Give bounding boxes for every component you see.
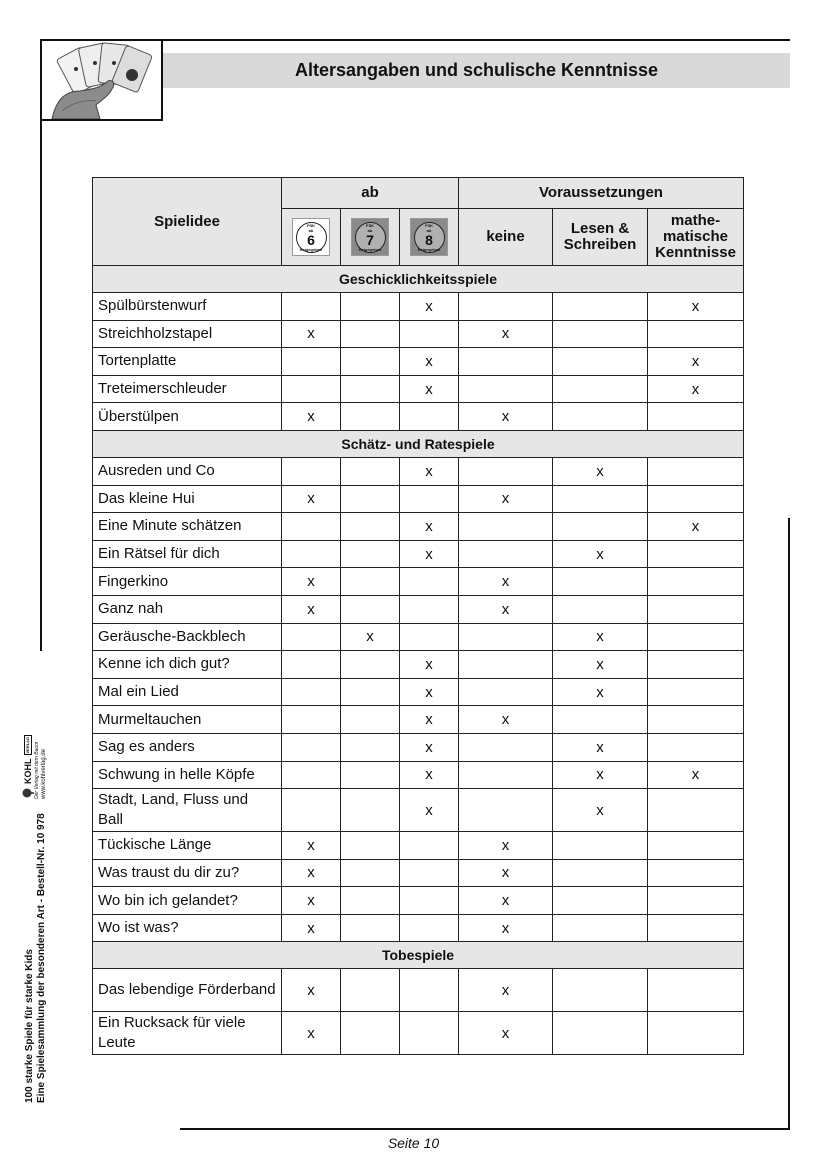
mark-cell: x — [553, 651, 648, 679]
table-row — [93, 706, 744, 734]
section-title: Schätz- und Ratespiele — [93, 430, 744, 457]
mark-cell — [648, 789, 744, 832]
game-name-cell: Streichholzstapel — [93, 320, 282, 348]
mark-cell — [553, 348, 648, 376]
mark-cell — [648, 457, 744, 485]
mark-cell: x — [400, 293, 459, 321]
mark-cell — [400, 403, 459, 431]
mark-cell: x — [282, 914, 341, 942]
mark-cell: x — [400, 706, 459, 734]
mark-cell — [648, 887, 744, 915]
mark-cell: x — [648, 375, 744, 403]
game-name-cell: Eine Minute schätzen — [93, 513, 282, 541]
mark-cell — [400, 568, 459, 596]
mark-cell — [459, 678, 553, 706]
mark-cell — [553, 320, 648, 348]
mark-cell — [400, 623, 459, 651]
mark-cell — [648, 651, 744, 679]
table-row — [93, 348, 744, 376]
mark-cell — [459, 348, 553, 376]
mark-cell — [648, 623, 744, 651]
mark-cell — [459, 293, 553, 321]
table-row — [93, 969, 744, 1012]
frame-right-line — [788, 518, 790, 1130]
mark-cell — [553, 706, 648, 734]
frame-bottom-line — [180, 1128, 790, 1130]
mark-cell — [553, 375, 648, 403]
mark-cell — [553, 969, 648, 1012]
mark-cell — [341, 568, 400, 596]
mark-cell — [282, 375, 341, 403]
mark-cell: x — [282, 832, 341, 860]
mark-cell — [282, 623, 341, 651]
mark-cell — [341, 761, 400, 789]
mark-cell — [648, 595, 744, 623]
game-name-cell: Tückische Länge — [93, 832, 282, 860]
table-row — [93, 859, 744, 887]
mark-cell — [341, 832, 400, 860]
mark-cell: x — [648, 513, 744, 541]
mark-cell — [341, 540, 400, 568]
mark-cell — [648, 914, 744, 942]
mark-cell: x — [282, 485, 341, 513]
mark-cell — [341, 485, 400, 513]
game-name-cell: Sag es anders — [93, 733, 282, 761]
table-body — [93, 266, 744, 1055]
mark-cell: x — [400, 540, 459, 568]
mark-cell — [400, 914, 459, 942]
game-name-cell: Überstülpen — [93, 403, 282, 431]
fsk-6-badge: FSK ab 6 freigegeben — [292, 218, 330, 256]
mark-cell: x — [553, 789, 648, 832]
table-row — [93, 1012, 744, 1055]
mark-cell: x — [400, 348, 459, 376]
mark-cell — [341, 513, 400, 541]
mark-cell — [648, 1012, 744, 1055]
mark-cell — [282, 457, 341, 485]
table-row — [93, 403, 744, 431]
game-name-cell: Fingerkino — [93, 568, 282, 596]
mark-cell — [341, 859, 400, 887]
game-name-cell: Ein Rucksack für viele Leute — [93, 1012, 282, 1055]
mark-cell — [282, 706, 341, 734]
table-row — [93, 485, 744, 513]
mark-cell: x — [459, 914, 553, 942]
mark-cell: x — [553, 761, 648, 789]
mark-cell — [341, 733, 400, 761]
mark-cell: x — [459, 595, 553, 623]
mark-cell: x — [282, 403, 341, 431]
mark-cell — [400, 969, 459, 1012]
mark-cell — [648, 678, 744, 706]
mark-cell — [341, 595, 400, 623]
game-name-cell: Ganz nah — [93, 595, 282, 623]
mark-cell: x — [400, 375, 459, 403]
mark-cell: x — [459, 887, 553, 915]
mark-cell: x — [282, 595, 341, 623]
publisher-badge: VERLAG — [25, 736, 30, 754]
publisher-tagline: Der Verlag mit dem Baum — [34, 741, 40, 799]
mark-cell — [282, 789, 341, 832]
mark-cell — [459, 457, 553, 485]
mark-cell: x — [282, 969, 341, 1012]
fsk-8-header — [400, 209, 459, 266]
table-row — [93, 375, 744, 403]
fsk-7-badge: FSK ab 7 freigegeben — [351, 218, 389, 256]
mark-cell: x — [400, 789, 459, 832]
game-name-cell: Das kleine Hui — [93, 485, 282, 513]
table-row — [93, 733, 744, 761]
tree-icon — [22, 787, 34, 799]
table-row — [93, 513, 744, 541]
mark-cell — [553, 914, 648, 942]
mark-cell: x — [282, 568, 341, 596]
column-group-requirements: Voraussetzungen — [459, 178, 744, 209]
mark-cell — [400, 1012, 459, 1055]
mark-cell — [341, 969, 400, 1012]
table-row — [93, 457, 744, 485]
mark-cell: x — [400, 513, 459, 541]
mark-cell — [553, 485, 648, 513]
frame-left-line — [40, 39, 42, 651]
mark-cell — [341, 457, 400, 485]
mark-cell: x — [553, 733, 648, 761]
sidebar-book-info — [24, 813, 48, 1103]
mark-cell — [648, 403, 744, 431]
publisher-brand: KOHL — [23, 758, 33, 784]
mark-cell — [341, 651, 400, 679]
table-row — [93, 320, 744, 348]
mark-cell — [341, 706, 400, 734]
mark-cell — [553, 293, 648, 321]
column-header-keine: keine — [459, 209, 553, 266]
mark-cell — [282, 293, 341, 321]
mark-cell — [553, 859, 648, 887]
mark-cell — [459, 733, 553, 761]
mark-cell: x — [282, 859, 341, 887]
table-row — [93, 293, 744, 321]
mark-cell — [400, 485, 459, 513]
table-row — [93, 540, 744, 568]
mark-cell: x — [459, 832, 553, 860]
mark-cell — [341, 887, 400, 915]
mark-cell: x — [459, 1012, 553, 1055]
playing-cards-illustration — [40, 39, 163, 121]
sidebar-book-title: 100 starke Spiele für starke Kids — [24, 949, 35, 1103]
mark-cell: x — [648, 761, 744, 789]
publisher-logo — [22, 729, 48, 799]
mark-cell — [648, 320, 744, 348]
mark-cell — [553, 403, 648, 431]
mark-cell — [400, 595, 459, 623]
games-table — [92, 177, 744, 1055]
mark-cell — [459, 623, 553, 651]
mark-cell: x — [459, 320, 553, 348]
column-group-age: ab — [282, 178, 459, 209]
mark-cell: x — [400, 651, 459, 679]
fsk-6-header — [282, 209, 341, 266]
game-name-cell: Das lebendige Förderband — [93, 969, 282, 1012]
column-header-lesen-schreiben: Lesen & Schreiben — [553, 209, 648, 266]
mark-cell — [648, 733, 744, 761]
page-number: Seite 10 — [387, 1135, 440, 1151]
section-header-row — [93, 266, 744, 293]
game-name-cell: Was traust du dir zu? — [93, 859, 282, 887]
column-header-mathe: mathe-matische Kenntnisse — [648, 209, 744, 266]
mark-cell: x — [459, 859, 553, 887]
game-name-cell: Ein Rätsel für dich — [93, 540, 282, 568]
mark-cell: x — [553, 540, 648, 568]
mark-cell — [400, 320, 459, 348]
mark-cell — [648, 969, 744, 1012]
table-row — [93, 623, 744, 651]
mark-cell — [648, 540, 744, 568]
mark-cell — [341, 320, 400, 348]
mark-cell — [553, 832, 648, 860]
table-row — [93, 914, 744, 942]
table-row — [93, 789, 744, 832]
mark-cell — [459, 789, 553, 832]
mark-cell: x — [282, 1012, 341, 1055]
mark-cell — [459, 540, 553, 568]
game-name-cell: Geräusche-Backblech — [93, 623, 282, 651]
mark-cell — [648, 859, 744, 887]
mark-cell: x — [400, 733, 459, 761]
game-name-cell: Wo ist was? — [93, 914, 282, 942]
mark-cell: x — [400, 761, 459, 789]
game-name-cell: Wo bin ich gelandet? — [93, 887, 282, 915]
mark-cell — [459, 761, 553, 789]
section-header-row — [93, 430, 744, 457]
page-title-bar — [163, 53, 790, 88]
mark-cell — [341, 403, 400, 431]
mark-cell — [400, 887, 459, 915]
mark-cell — [553, 887, 648, 915]
section-header-row — [93, 942, 744, 969]
mark-cell: x — [400, 457, 459, 485]
table-row — [93, 761, 744, 789]
mark-cell — [341, 375, 400, 403]
mark-cell: x — [282, 887, 341, 915]
page-title: Altersangaben und schulische Kenntnisse — [294, 60, 659, 80]
mark-cell — [553, 595, 648, 623]
mark-cell — [648, 485, 744, 513]
mark-cell — [341, 348, 400, 376]
mark-cell — [282, 678, 341, 706]
mark-cell — [459, 513, 553, 541]
game-name-cell: Ausreden und Co — [93, 457, 282, 485]
mark-cell — [459, 375, 553, 403]
mark-cell — [553, 568, 648, 596]
mark-cell: x — [553, 678, 648, 706]
mark-cell: x — [282, 320, 341, 348]
mark-cell — [648, 706, 744, 734]
mark-cell — [553, 513, 648, 541]
game-name-cell: Treteimerschleuder — [93, 375, 282, 403]
publisher-website: www.kohlverlag.de — [41, 748, 47, 799]
fsk-7-header — [341, 209, 400, 266]
mark-cell: x — [459, 706, 553, 734]
sidebar-book-subtitle: Eine Spielesammlung der besonderen Art - Bestell-Nr. 10 978 — [36, 813, 47, 1103]
game-name-cell: Stadt, Land, Fluss und Ball — [93, 789, 282, 832]
mark-cell — [341, 293, 400, 321]
mark-cell: x — [648, 348, 744, 376]
table-row — [93, 887, 744, 915]
mark-cell — [282, 733, 341, 761]
hand-with-cards-icon — [42, 41, 161, 119]
mark-cell — [648, 832, 744, 860]
section-title: Tobespiele — [93, 942, 744, 969]
mark-cell — [282, 513, 341, 541]
mark-cell — [459, 651, 553, 679]
mark-cell — [648, 568, 744, 596]
mark-cell: x — [648, 293, 744, 321]
section-title: Geschicklichkeitsspiele — [93, 266, 744, 293]
mark-cell: x — [341, 623, 400, 651]
table-row — [93, 651, 744, 679]
game-name-cell: Tortenplatte — [93, 348, 282, 376]
mark-cell — [400, 859, 459, 887]
mark-cell — [400, 832, 459, 860]
mark-cell: x — [553, 623, 648, 651]
mark-cell — [282, 540, 341, 568]
column-header-spielidee: Spielidee — [93, 178, 282, 266]
game-name-cell: Spülbürstenwurf — [93, 293, 282, 321]
mark-cell: x — [400, 678, 459, 706]
mark-cell: x — [459, 403, 553, 431]
mark-cell — [341, 678, 400, 706]
mark-cell — [282, 651, 341, 679]
game-name-cell: Murmeltauchen — [93, 706, 282, 734]
mark-cell — [282, 761, 341, 789]
game-name-cell: Kenne ich dich gut? — [93, 651, 282, 679]
mark-cell: x — [459, 568, 553, 596]
mark-cell: x — [459, 485, 553, 513]
mark-cell — [553, 1012, 648, 1055]
mark-cell — [341, 914, 400, 942]
mark-cell — [341, 789, 400, 832]
mark-cell: x — [459, 969, 553, 1012]
table-row — [93, 678, 744, 706]
table-row — [93, 568, 744, 596]
mark-cell: x — [553, 457, 648, 485]
mark-cell — [341, 1012, 400, 1055]
fsk-8-badge: FSK ab 8 freigegeben — [410, 218, 448, 256]
game-name-cell: Schwung in helle Köpfe — [93, 761, 282, 789]
table-row — [93, 595, 744, 623]
game-name-cell: Mal ein Lied — [93, 678, 282, 706]
mark-cell — [282, 348, 341, 376]
table-row — [93, 832, 744, 860]
